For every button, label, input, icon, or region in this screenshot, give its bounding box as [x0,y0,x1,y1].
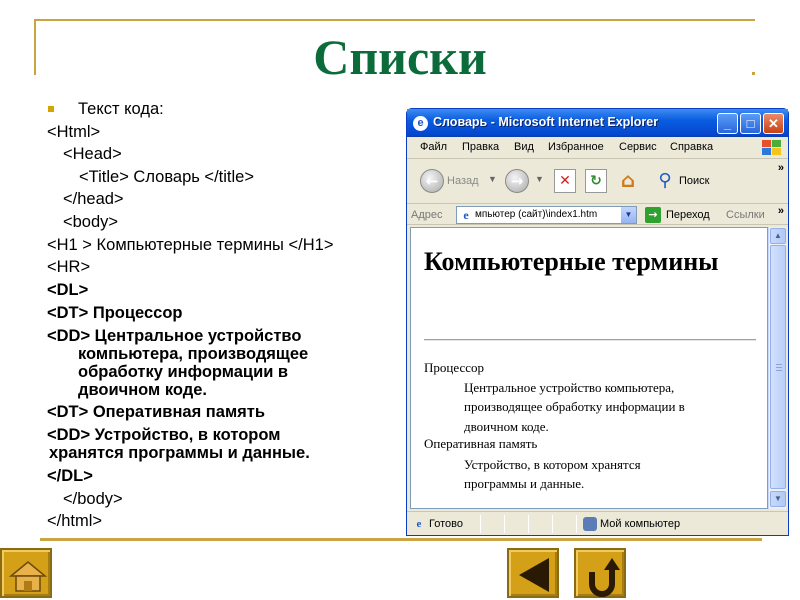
toolbar [407,160,788,204]
menu-view[interactable]: Вид [514,141,534,153]
code-line: компьютера, производящее [78,345,309,363]
bottom-rule [40,538,762,541]
browser-window [406,108,789,536]
code-line: <DT> Процессор [47,304,183,322]
code-line: хранятся программы и данные. [49,444,310,462]
back-label[interactable]: Назад [447,175,479,187]
status-text: Готово [429,518,463,530]
bullet-icon [48,106,54,112]
go-button[interactable]: Переход [666,209,710,221]
code-line: <DL> [47,281,89,299]
address-bar [407,205,788,225]
menu-edit[interactable]: Правка [462,141,500,153]
scroll-up-button[interactable]: ▲ [770,228,786,244]
window-title: Словарь - Microsoft Internet Explorer [433,115,659,129]
back-button[interactable] [507,548,559,598]
vertical-scrollbar[interactable] [768,227,786,509]
slide-title: Списки [313,29,487,85]
stop-icon[interactable]: ✕ [554,169,576,193]
address-label: Адрес [411,209,443,221]
search-label[interactable]: Поиск [679,175,710,187]
code-line: <body> [63,213,119,231]
term-memory: Оперативная память [424,436,538,451]
forward-icon[interactable]: → [505,169,529,193]
code-line: </html> [47,512,103,530]
menu-favorites[interactable]: Избранное [548,141,604,153]
close-button[interactable]: ✕ [763,113,784,134]
definition-line: производящее обработку информации в [464,399,685,414]
code-line: <Title> Словарь </title> [79,168,254,186]
back-icon[interactable]: ← [420,169,444,193]
code-line: <DT> Оперативная память [47,403,266,421]
horizontal-rule [424,339,756,341]
status-page-icon: e [416,518,422,530]
go-arrow-icon[interactable]: → [645,207,661,223]
code-line: <DD> Устройство, в котором [47,426,281,444]
definition-line: двоичном коде. [464,419,549,434]
back-arrow-icon [509,550,561,600]
menu-bar [407,137,788,159]
status-bar [407,511,788,536]
code-line: <H1 > Компьютерные термины </H1> [47,236,334,254]
window-titlebar[interactable] [407,109,788,137]
scroll-thumb[interactable] [770,245,786,489]
home-button[interactable] [0,548,52,598]
bullet-text: Текст кода: [78,100,164,118]
computer-icon [583,517,597,531]
code-line: </head> [63,190,124,208]
forward-dropdown-icon[interactable]: ▼ [535,174,544,184]
ie-logo-icon: e [413,116,428,131]
home-browser-icon[interactable]: ⌂ [620,168,636,192]
definition-line: Центральное устройство компьютера, [464,380,675,395]
maximize-button[interactable]: □ [740,113,761,134]
code-line: </DL> [47,467,93,485]
menu-tools[interactable]: Сервис [619,141,657,153]
links-more[interactable]: » [777,205,784,217]
code-line: двоичном коде. [78,381,207,399]
return-icon [576,550,628,600]
page-content [410,227,768,509]
address-input[interactable] [456,206,637,224]
top-rule [35,19,755,21]
address-value[interactable]: мпьютер (сайт)\index1.htm [475,209,598,220]
code-line: <DD> Центральное устройство [47,327,302,345]
links-label[interactable]: Ссылки [726,209,765,221]
minimize-button[interactable]: _ [717,113,738,134]
definition-line: Устройство, в котором хранятся [464,457,641,472]
address-dropdown-icon[interactable]: ▼ [621,207,636,223]
definition-line: программы и данные. [464,476,585,491]
home-icon [2,550,54,600]
code-line: обработку информации в [78,363,289,381]
return-button[interactable] [574,548,626,598]
code-line: </body> [63,490,123,508]
menu-help[interactable]: Справка [670,141,714,153]
term-processor: Процессор [424,360,484,375]
zone-text: Мой компьютер [600,518,681,530]
windows-flag-icon [760,139,782,157]
code-line: <Html> [47,123,101,141]
refresh-icon[interactable]: ↻ [585,169,607,193]
toolbar-more[interactable]: » [777,162,784,174]
search-icon[interactable]: ⚲ [658,170,672,191]
back-dropdown-icon[interactable]: ▼ [488,174,497,184]
code-line: <Head> [63,145,122,163]
menu-file[interactable]: Файл [420,141,448,153]
scroll-down-button[interactable]: ▼ [770,491,786,507]
page-heading: Компьютерные термины [424,247,719,276]
code-line: <HR> [47,258,91,276]
page-icon: e [463,208,469,222]
